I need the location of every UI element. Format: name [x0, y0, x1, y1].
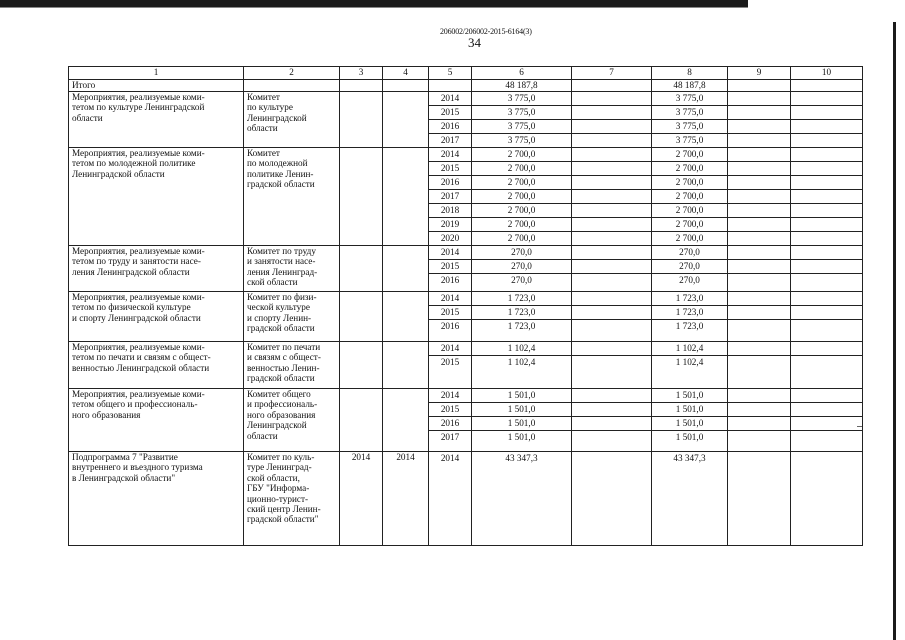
empty-value — [728, 292, 790, 306]
year-value: 2014 — [440, 453, 460, 463]
empty-value — [791, 232, 862, 246]
total-col8: 48 187,8 — [652, 80, 728, 92]
col6-value: 3 775,0 — [507, 135, 536, 145]
year-value: 2017 — [440, 135, 460, 145]
col4-cell: 2014 — [383, 452, 429, 546]
executor-cell: Комитет по труду и занятости насе- ления Ленинград- ской области — [244, 246, 340, 292]
col8-value: 2 700,0 — [652, 204, 727, 218]
year-value: 2015 — [429, 306, 471, 320]
empty-subcolumn — [572, 148, 652, 246]
empty-subcolumn — [728, 148, 791, 246]
empty-subcolumn — [728, 246, 791, 292]
year-value: 2015 — [440, 357, 460, 367]
empty-value — [791, 218, 862, 232]
col6-subcolumn — [472, 389, 572, 452]
empty-value — [572, 120, 651, 134]
col6-value: 2 700,0 — [472, 162, 571, 176]
year-value: 2020 — [440, 233, 460, 243]
empty-value — [728, 452, 790, 465]
empty-value — [572, 342, 651, 356]
empty-value — [791, 120, 862, 134]
col8-value: 43 347,3 — [673, 453, 706, 463]
col8-subcolumn — [652, 292, 728, 342]
empty-value — [728, 246, 790, 260]
empty-value — [728, 431, 790, 445]
col8-subcolumn — [652, 389, 728, 452]
col8-value: 2 700,0 — [652, 148, 727, 162]
empty-subcolumn — [791, 452, 863, 546]
col8-value: 1 723,0 — [675, 321, 704, 331]
col6-value: 2 700,0 — [472, 204, 571, 218]
col6-value: 1 723,0 — [472, 306, 571, 320]
empty-value — [728, 342, 790, 356]
col4-cell — [383, 342, 429, 389]
empty-value — [728, 260, 790, 274]
col8-subcolumn — [652, 452, 728, 546]
empty-value — [791, 162, 862, 176]
year-value: 2016 — [440, 275, 460, 285]
col8-value: 1 501,0 — [652, 389, 727, 403]
year-value: 2015 — [429, 106, 471, 120]
empty-subcolumn — [572, 246, 652, 292]
year-subcolumn — [429, 452, 472, 546]
page-number: 34 — [468, 35, 481, 50]
program-table — [68, 66, 863, 546]
col-header-3: 3 — [340, 67, 383, 80]
col6-value: 270,0 — [511, 275, 532, 285]
col3-cell — [340, 246, 383, 292]
col8-subcolumn — [652, 92, 728, 148]
executor-cell: Комитет общего и профессиональ- ного образования Ленинградской области — [244, 389, 340, 452]
col6-value: 2 700,0 — [472, 218, 571, 232]
empty-value — [572, 134, 651, 148]
col8-value: 1 723,0 — [652, 292, 727, 306]
col6-value: 3 775,0 — [472, 120, 571, 134]
col8-value: 3 775,0 — [675, 135, 704, 145]
col6-value: 1 501,0 — [472, 417, 571, 431]
empty-value — [572, 431, 651, 445]
col6-value: 1 102,4 — [472, 342, 571, 356]
col4-cell — [383, 92, 429, 148]
col6-value: 2 700,0 — [472, 190, 571, 204]
empty-value — [572, 246, 651, 260]
year-value: 2015 — [429, 260, 471, 274]
empty-value — [791, 389, 862, 403]
total-label: Итого — [69, 80, 244, 92]
col-header-2: 2 — [244, 67, 340, 80]
col3-cell — [340, 389, 383, 452]
empty-value — [791, 92, 862, 106]
col8-value: 270,0 — [652, 246, 727, 260]
empty-value — [728, 190, 790, 204]
col8-value: 2 700,0 — [652, 162, 727, 176]
executor-cell: Комитет по молодежной политике Ленин- градской области — [244, 148, 340, 246]
empty-value — [572, 92, 651, 106]
right-edge-rule — [893, 22, 896, 640]
table-row — [69, 389, 863, 452]
empty-value — [572, 190, 651, 204]
empty-value — [572, 320, 651, 334]
empty-subcolumn — [572, 292, 652, 342]
col6-value: 1 723,0 — [507, 321, 536, 331]
empty-value — [572, 106, 651, 120]
empty-subcolumn — [791, 246, 863, 292]
col-header-9: 9 — [728, 67, 791, 80]
empty-value — [791, 292, 862, 306]
activity-cell: Подпрограмма 7 "Развитие внутреннего и въездного туризма в Ленинградской области" — [69, 452, 244, 546]
empty-value — [728, 403, 790, 417]
empty-value — [791, 417, 862, 431]
col8-value: 270,0 — [679, 275, 700, 285]
empty-subcolumn — [572, 389, 652, 452]
year-value: 2018 — [429, 204, 471, 218]
col8-value: 2 700,0 — [652, 190, 727, 204]
year-value: 2016 — [429, 120, 471, 134]
year-value: 2019 — [429, 218, 471, 232]
col6-value: 2 700,0 — [507, 233, 536, 243]
empty-value — [572, 306, 651, 320]
activity-cell: Мероприятия, реализуемые коми- тетом по молодежной политике Ленинградской области — [69, 148, 244, 246]
top-border-rule-thin — [0, 7, 748, 8]
year-value: 2017 — [440, 432, 460, 442]
col6-value: 270,0 — [472, 260, 571, 274]
col6-subcolumn — [472, 246, 572, 292]
empty-value — [572, 452, 651, 465]
col6-value: 43 347,3 — [505, 453, 538, 463]
empty-value — [791, 306, 862, 320]
table-header-row — [69, 67, 863, 80]
empty-subcolumn — [728, 452, 791, 546]
empty-value — [791, 274, 862, 288]
empty-subcolumn — [791, 148, 863, 246]
col3-cell — [340, 342, 383, 389]
col3-cell — [340, 292, 383, 342]
empty-value — [791, 190, 862, 204]
total-row — [69, 80, 863, 92]
activity-cell: Мероприятия, реализуемые коми- тетом общего и профессиональ- ного образования — [69, 389, 244, 452]
empty-value — [728, 356, 790, 370]
empty-value — [728, 232, 790, 246]
year-subcolumn — [429, 92, 472, 148]
year-value: 2017 — [429, 190, 471, 204]
activity-cell: Мероприятия, реализуемые коми- тетом по культуре Ленинградской области — [69, 92, 244, 148]
empty-value — [572, 356, 651, 370]
col-header-1: 1 — [69, 67, 244, 80]
col6-subcolumn — [472, 148, 572, 246]
empty-subcolumn — [791, 292, 863, 342]
empty-value — [572, 148, 651, 162]
activity-cell: Мероприятия, реализуемые коми- тетом по труду и занятости насе- ления Ленинградской области — [69, 246, 244, 292]
table-row — [69, 92, 863, 148]
empty-subcolumn — [728, 92, 791, 148]
col4-cell — [383, 246, 429, 292]
table-row — [69, 292, 863, 342]
col8-value: 1 501,0 — [652, 417, 727, 431]
empty-value — [572, 417, 651, 431]
col8-value: 2 700,0 — [652, 176, 727, 190]
year-value: 2016 — [429, 417, 471, 431]
col3-cell — [340, 148, 383, 246]
empty-value — [791, 431, 862, 445]
col8-subcolumn — [652, 148, 728, 246]
empty-value — [791, 106, 862, 120]
empty-value — [728, 306, 790, 320]
col6-value: 1 501,0 — [472, 403, 571, 417]
col6-subcolumn — [472, 452, 572, 546]
col6-subcolumn — [472, 342, 572, 389]
empty-value — [572, 274, 651, 288]
empty-subcolumn — [728, 389, 791, 452]
year-value: 2014 — [429, 389, 471, 403]
empty-value — [728, 176, 790, 190]
activity-cell: Мероприятия, реализуемые коми- тетом по печати и связям с общест- венностью Ленинградской области — [69, 342, 244, 389]
col-header-6: 6 — [472, 67, 572, 80]
total-col6: 48 187,8 — [472, 80, 572, 92]
empty-value — [791, 452, 862, 465]
col-header-7: 7 — [572, 67, 652, 80]
executor-cell: Комитет по печати и связям с общест- венностью Ленин- градской области — [244, 342, 340, 389]
col6-value: 3 775,0 — [472, 92, 571, 106]
col6-value: 270,0 — [472, 246, 571, 260]
col-header-10: 10 — [791, 67, 863, 80]
col8-value: 1 501,0 — [652, 403, 727, 417]
col6-value: 2 700,0 — [472, 148, 571, 162]
col-header-8: 8 — [652, 67, 728, 80]
empty-value — [791, 320, 862, 334]
empty-subcolumn — [572, 342, 652, 389]
col8-subcolumn — [652, 246, 728, 292]
table-row — [69, 342, 863, 389]
empty-value — [791, 342, 862, 356]
col8-subcolumn — [652, 342, 728, 389]
col8-value: 3 775,0 — [652, 92, 727, 106]
year-value: 2014 — [429, 246, 471, 260]
year-value: 2016 — [440, 321, 460, 331]
empty-value — [791, 356, 862, 370]
empty-value — [572, 292, 651, 306]
empty-value — [728, 274, 790, 288]
col6-value: 1 723,0 — [472, 292, 571, 306]
empty-value — [728, 204, 790, 218]
col8-value: 270,0 — [652, 260, 727, 274]
col4-cell — [383, 292, 429, 342]
col-header-4: 4 — [383, 67, 429, 80]
year-value: 2014 — [429, 342, 471, 356]
activity-cell: Мероприятия, реализуемые коми- тетом по физической культуре и спорту Ленинградской области — [69, 292, 244, 342]
empty-value — [728, 120, 790, 134]
table-row — [69, 246, 863, 292]
empty-subcolumn — [728, 292, 791, 342]
col4-cell — [383, 148, 429, 246]
empty-value — [728, 134, 790, 148]
empty-value — [572, 403, 651, 417]
col8-value: 2 700,0 — [675, 233, 704, 243]
col6-value: 3 775,0 — [472, 106, 571, 120]
empty-value — [728, 162, 790, 176]
top-border-rule — [0, 0, 748, 7]
col6-value: 1 501,0 — [472, 389, 571, 403]
year-value: 2014 — [429, 148, 471, 162]
empty-value — [572, 176, 651, 190]
empty-value — [572, 218, 651, 232]
col-header-5: 5 — [429, 67, 472, 80]
year-value: 2014 — [429, 292, 471, 306]
year-subcolumn — [429, 342, 472, 389]
col6-value: 1 501,0 — [507, 432, 536, 442]
col8-value: 3 775,0 — [652, 106, 727, 120]
empty-subcolumn — [791, 342, 863, 389]
empty-value — [572, 204, 651, 218]
col6-subcolumn — [472, 292, 572, 342]
empty-value — [572, 162, 651, 176]
document-id: 206002/206002-2015-6164(3) — [440, 27, 532, 36]
empty-value — [791, 403, 862, 417]
empty-value — [572, 260, 651, 274]
empty-subcolumn — [791, 389, 863, 452]
col8-value: 3 775,0 — [652, 120, 727, 134]
col6-value: 2 700,0 — [472, 176, 571, 190]
empty-value — [791, 176, 862, 190]
empty-value — [728, 417, 790, 431]
col8-value: 1 723,0 — [652, 306, 727, 320]
col4-cell — [383, 389, 429, 452]
year-value: 2016 — [429, 176, 471, 190]
empty-value — [791, 148, 862, 162]
col8-value: 1 501,0 — [675, 432, 704, 442]
empty-value — [791, 260, 862, 274]
year-subcolumn — [429, 148, 472, 246]
table-row — [69, 452, 863, 546]
year-value: 2014 — [429, 92, 471, 106]
empty-value — [728, 320, 790, 334]
empty-value — [728, 389, 790, 403]
empty-value — [728, 148, 790, 162]
empty-subcolumn — [791, 92, 863, 148]
empty-subcolumn — [572, 452, 652, 546]
year-value: 2015 — [429, 162, 471, 176]
empty-value — [791, 204, 862, 218]
col8-value: 1 102,4 — [652, 342, 727, 356]
empty-subcolumn — [728, 342, 791, 389]
col8-value: 1 102,4 — [675, 357, 704, 367]
col3-cell — [340, 92, 383, 148]
col6-subcolumn — [472, 92, 572, 148]
empty-value — [728, 106, 790, 120]
col6-value: 1 102,4 — [507, 357, 536, 367]
executor-cell: Комитет по культуре Ленинградской области — [244, 92, 340, 148]
empty-value — [728, 218, 790, 232]
col8-value: 2 700,0 — [652, 218, 727, 232]
table-row — [69, 148, 863, 246]
empty-value — [791, 134, 862, 148]
executor-cell: Комитет по куль- туре Ленинград- ской области, ГБУ "Информа- ционно-турист- ский центр Ленин- градской области" — [244, 452, 340, 546]
empty-value — [728, 92, 790, 106]
empty-value — [791, 246, 862, 260]
empty-value — [572, 232, 651, 246]
empty-value — [572, 389, 651, 403]
year-subcolumn — [429, 389, 472, 452]
year-value: 2015 — [429, 403, 471, 417]
executor-cell: Комитет по физи- ческой культуре и спорту Ленин- градской области — [244, 292, 340, 342]
empty-subcolumn — [572, 92, 652, 148]
year-subcolumn — [429, 292, 472, 342]
col3-cell: 2014 — [340, 452, 383, 546]
year-subcolumn — [429, 246, 472, 292]
